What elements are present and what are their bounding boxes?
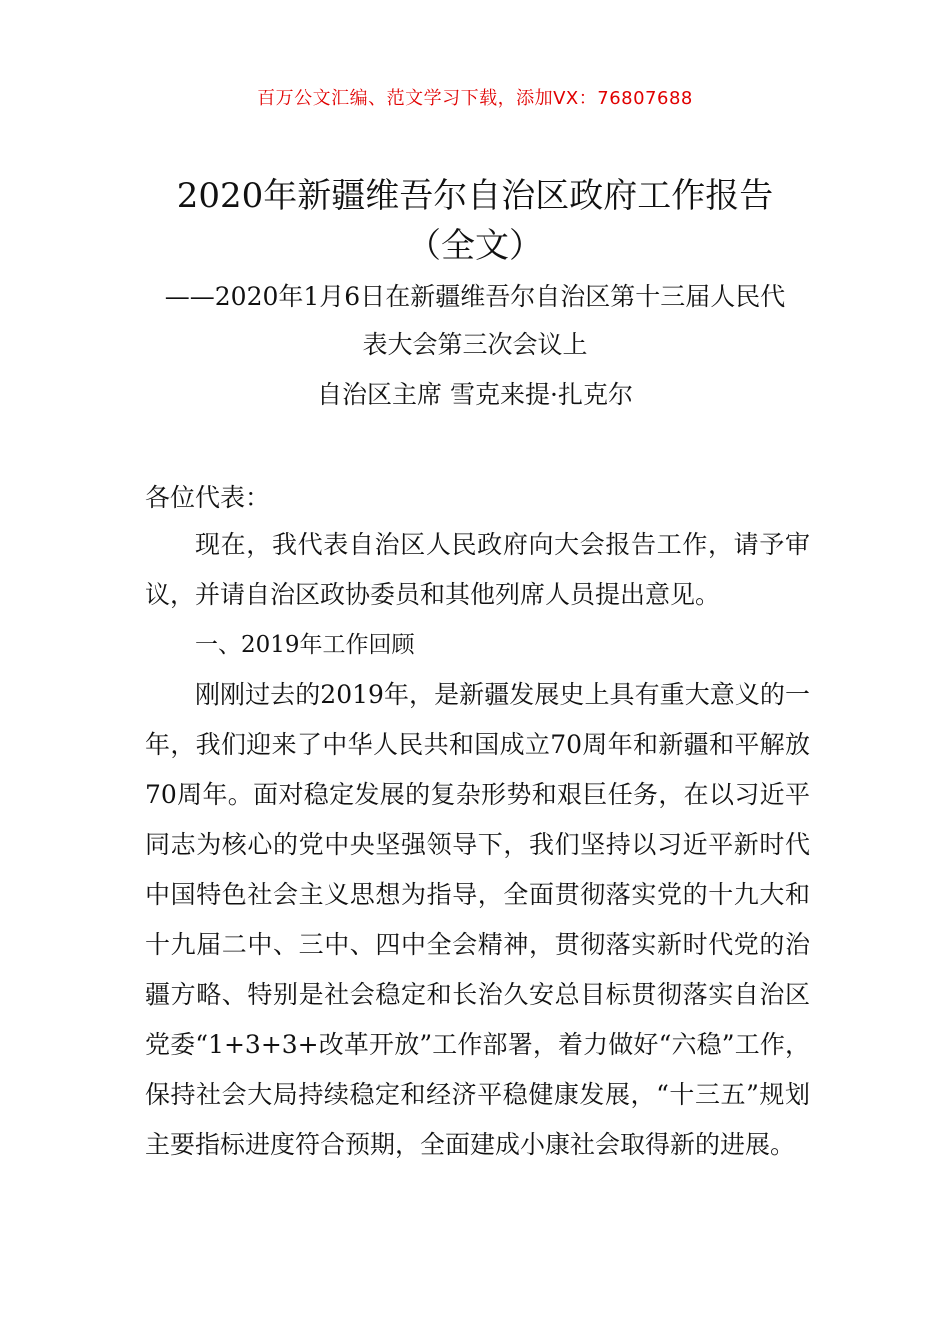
speaker-line: 自治区主席 雪克来提·扎克尔 [317, 380, 633, 409]
subtitle-line-2: 表大会第三次会议上 [362, 330, 588, 359]
paragraph-review: 刚刚过去的2019年，是新疆发展史上具有重大意义的一年，我们迎来了中华人民共和国成立70周年和新疆和平解放70周年。面对稳定发展的复杂形势和艰巨任务，在以习近平同志为核心的党中央坚强领导下，我们坚持以习近平新时代中国特色社会主义思想为指导，全面贯彻落实党的十九大和十九届二中、三中、四中全会精神，贯彻落实新时代党的治疆方略、特别是社会稳定和长治久安总目标贯彻落实自治区党委“1+3+3+改革开放”工作部署，着力做好“六稳”工作，保持社会大局持续稳定和经济平稳健康发展，“十三五”规划主要指标进度符合预期，全面建成小康社会取得新的进展。 [145, 680, 810, 1159]
paragraph-intro: 现在，我代表自治区人民政府向大会报告工作，请予审议，并请自治区政协委员和其他列席人员提出意见。 [145, 530, 810, 609]
salutation: 各位代表： [145, 483, 271, 512]
subtitle-line-1: ——2020年1月6日在新疆维吾尔自治区第十三届人民代 [164, 282, 786, 311]
header-watermark-note: 百万公文汇编、范文学习下载，添加VX：76807688 [257, 88, 693, 109]
document-title-suffix: （全文） [407, 226, 543, 266]
document-title: 2020年新疆维吾尔自治区政府工作报告 [176, 176, 774, 216]
section-heading: 一、2019年工作回顾 [195, 632, 415, 658]
